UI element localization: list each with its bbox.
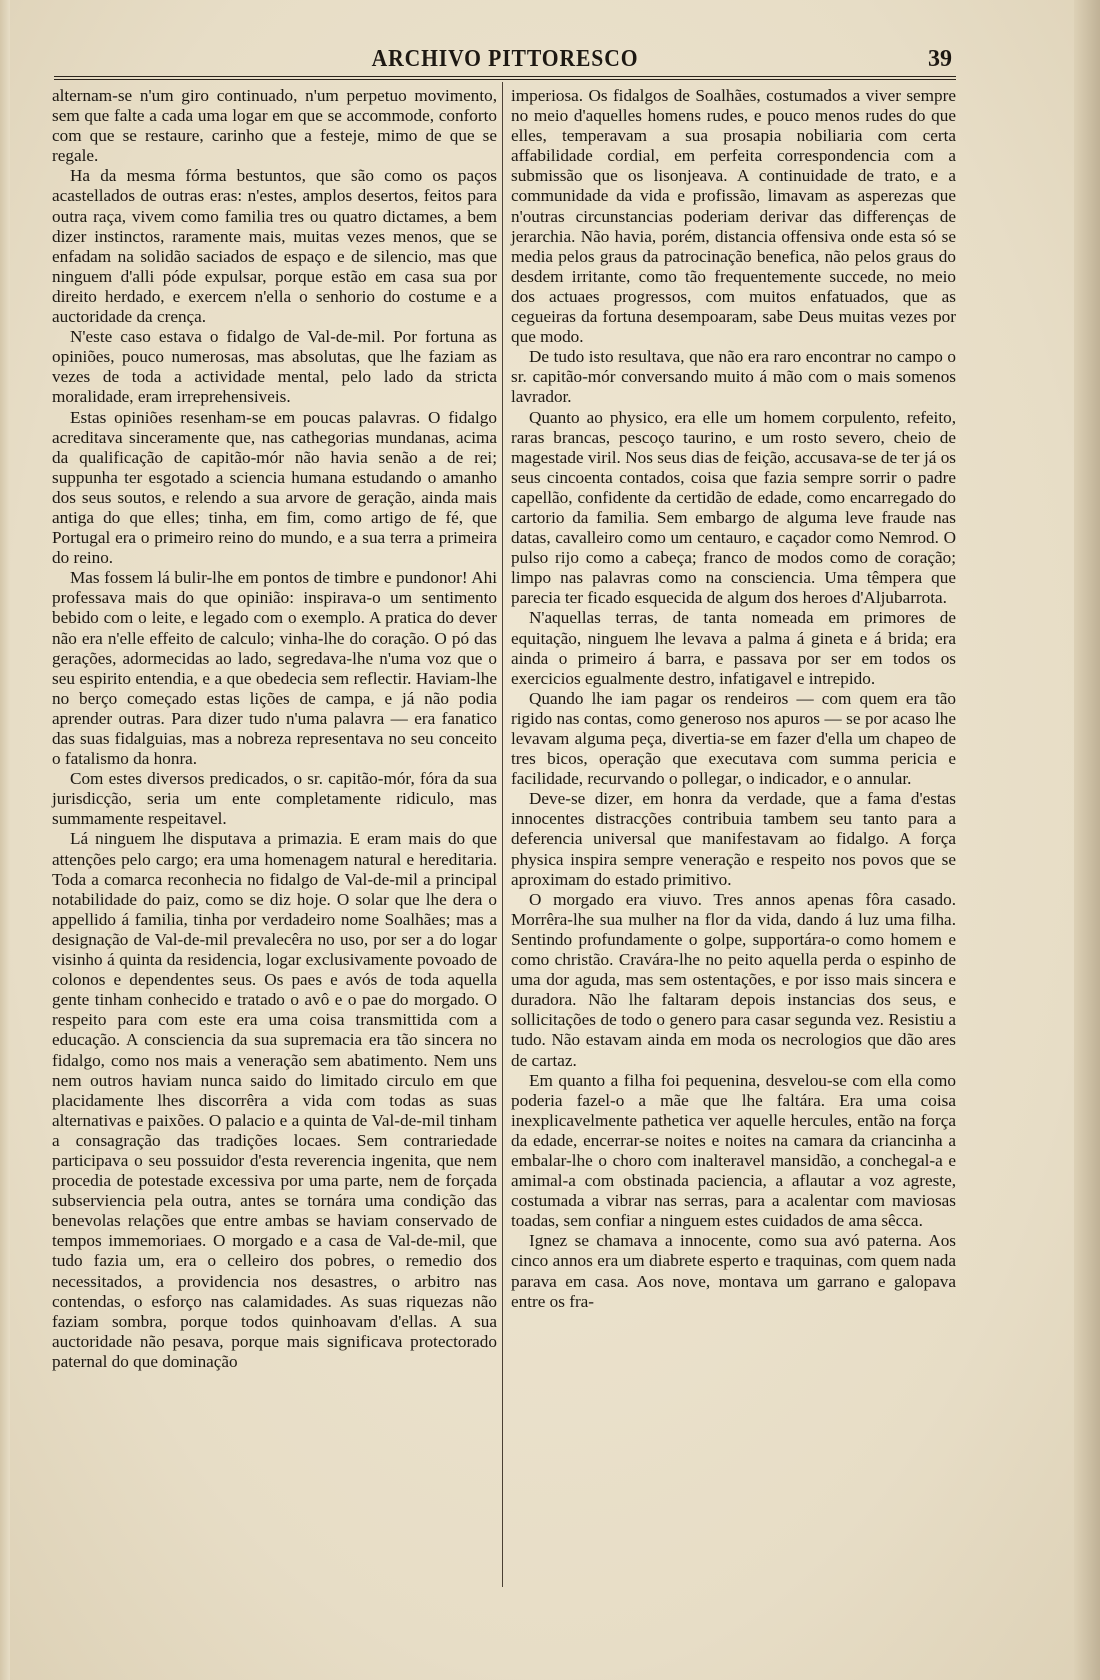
- paragraph: N'este caso estava o fidalgo de Val-de-mil. Por fortuna as opiniões, pouco numerosas, mas absolutas, que lhe faziam as vezes de toda a actividade mental, pelo lado da stricta moralidade, eram irreprehensiveis.: [52, 327, 497, 407]
- paragraph: Lá ninguem lhe disputava a primazia. E eram mais do que attenções pelo cargo; era uma homenagem natural e hereditaria. Toda a comarca reconhecia no fidalgo de Val-de-mil a principal notabilidade do paiz, como se diz hoje. O solar que lhe dera o appellido á familia, tinha por verdadeiro nome Soalhães; mas a designação de Val-de-mil prevalecêra no uso, por ser a do logar visinho á quinta da residencia, logar exclusivamente povoado de colonos e dependentes seus. Os paes e avós de toda aquella gente tinham conhecido e tratado o avô e o pae do morgado. O respeito para com este era uma coisa transmittida com a educação. A consciencia da sua supremacia era tão sincera no fidalgo, como nos mais a veneração sem abatimento. Nem uns nem outros haviam nunca saido do limitado circulo em que placidamente lhes discorrêra a vida com todas as suas alternativas e paixões. O palacio e a quinta de Val-de-mil tinham a consagração das tradições locaes. Sem contrariedade participava o seu possuidor d'esta reverencia ingenita, que nem procedia de potestade excessiva por uma parte, nem de forçada subserviencia pela outra, antes se tornára uma condição das benevolas relações que entre ambas se haviam conservado de tempos immemoriaes. O morgado e a casa de Val-de-mil, que tudo fazia um, era o celleiro dos pobres, o remedio dos necessitados, a providencia nos desastres, o arbitro nas contendas, o esforço nas calamidades. As suas riquezas não faziam sombra, porque todos quinhoavam d'ellas. A sua auctoridade não pesava, porque mais significava protectorado paternal do que dominação: [52, 829, 497, 1371]
- paragraph: De tudo isto resultava, que não era raro encontrar no campo o sr. capitão-mór conversando muito á mão com o mais somenos lavrador.: [511, 347, 956, 407]
- paragraph: imperiosa. Os fidalgos de Soalhães, costumados a viver sempre no meio d'aquelles homens rudes, e pouco menos rudes do que elles, temperavam a sua prosapia nobiliaria com certa affabilidade cordial, em perfeita correspondencia com a submissão que os lisonjeava. A continuidade de trato, e a communidade da vida e profissão, limavam as asperezas que n'outras circunstancias poderiam derivar das differenças de jerarchia. Não havia, porém, distancia offensiva onde esta só se media pelos graus da patrocinação benefica, não pelos graus do desdem irritante, como tão frequentemente succede, no meio dos actuaes progressos, com muitos enfatuados, que as cegueiras da fortuna desempoaram, sabe Deus muitas vezes por que modo.: [511, 86, 956, 347]
- page-left-edge: [0, 0, 10, 1680]
- page-header: [54, 44, 956, 78]
- paragraph: Deve-se dizer, em honra da verdade, que a fama d'estas innocentes distracções contribuia tambem seu tanto para a deferencia universal que manifestavam ao fidalgo. A força physica inspira sempre veneração e respeito nos povos que se aproximam do estado primitivo.: [511, 789, 956, 889]
- running-title: ARCHIVO PITTORESCO: [371, 46, 639, 72]
- paragraph: Estas opiniões resenham-se em poucas palavras. O fidalgo acreditava sinceramente que, nas cathegorias mundanas, acima da qualificação de capitão-mór não havia senão a de rei; suppunha ter esgotado a sciencia humana estudando o amanho dos seus soutos, e relendo a sua arvore de geração, ainda mais antiga do que elles; tinha, em fim, como artigo de fé, que Portugal era o primeiro reino do mundo, e a sua terra a primeira do reino.: [52, 407, 497, 568]
- paragraph: N'aquellas terras, de tanta nomeada em primores de equitação, ninguem lhe levava a palma á gineta e á brida; era ainda o primeiro á barra, e passava por ser em todos os exercicios egualmente destro, infatigavel e intrepido.: [511, 608, 956, 688]
- paragraph: Mas fossem lá bulir-lhe em pontos de timbre e pundonor! Ahi professava mais do que opinião: inspirava-o um sentimento bebido com o leite, e legado com o exemplo. A pratica do dever não era n'elle effeito de calculo; vinha-lhe do coração. O pó das gerações, adormecidas ao lado, segredava-lhe n'uma voz que o seu espirito entendia, e a que obedecia sem reflectir. Haviam-lhe no berço começado estas lições de campa, e já não podia aprender outras. Para dizer tudo n'uma palavra — era fanatico das suas fidalguias, mas a nobreza representava no seu conceito o fatalismo da honra.: [52, 568, 497, 769]
- left-column: [52, 86, 497, 1372]
- paragraph: Ignez se chamava a innocente, como sua avó paterna. Aos cinco annos era um diabrete esperto e traquinas, com quem nada parava em casa. Aos nove, montava um garrano e galopava entre os fra-: [511, 1231, 956, 1311]
- paragraph: O morgado era viuvo. Tres annos apenas fôra casado. Morrêra-lhe sua mulher na flor da vida, dando á luz uma filha. Sentindo profundamente o golpe, supportára-o como homem e como christão. Cravára-lhe no peito aquella perda o espinho de uma dor aguda, mas sem ostentações, e por isso mais sincera e duradora. Não lhe faltaram depois instancias dos seus, e sollicitações de todo o genero para casar segunda vez. Resistiu a tudo. Não estavam ainda em moda os necrologios que dão ares de cartaz.: [511, 889, 956, 1070]
- paragraph: alternam-se n'um giro continuado, n'um perpetuo movimento, sem que falte a cada uma logar em que se accommode, conforto com que se restaure, carinho que a festeje, mimo de que se regale.: [52, 86, 497, 166]
- header-rule: [54, 76, 956, 80]
- paragraph: Em quanto a filha foi pequenina, desvelou-se com ella como poderia fazel-o a mãe que lhe faltára. Era uma coisa inexplicavelmente pathetica ver aquelle hercules, então na força da edade, encerrar-se noites e noites na camara da criancinha a embalar-lhe o choro com inalteravel mansidão, a conchegal-a e amimal-a com obstinada paciencia, a aflautar a voz agreste, costumada a vibrar nas serras, para a acalentar com maviosas toadas, sem confiar a ninguem estes cuidados de ama sêcca.: [511, 1070, 956, 1231]
- page-number: 39: [928, 46, 952, 72]
- right-column: [511, 86, 956, 1312]
- paragraph: Ha da mesma fórma bestuntos, que são como os paços acastellados de outras eras: n'estes, amplos desertos, feitos para outra raça, vivem como familia tres ou quatro dictames, a bem dizer instinctos, raramente mais, muitas vezes menos, que se enfadam na solidão saciados de espaço e de silencio, mas que ninguem d'alli póde expulsar, porque estão em casa sua por direito herdado, e exercem n'ella o senhorio do costume e a auctoridade da crença.: [52, 166, 497, 327]
- column-divider: [502, 82, 503, 1587]
- page-right-edge: [1074, 0, 1100, 1680]
- paragraph: Quando lhe iam pagar os rendeiros — com quem era tão rigido nas contas, como generoso nos apuros — se por acaso lhe levavam alguma peça, divertia-se em fazer d'ella um chapeo de tres bicos, operação que executava com summa pericia e facilidade, recurvando o pollegar, o indicador, e o annular.: [511, 688, 956, 789]
- paragraph: Com estes diversos predicados, o sr. capitão-mór, fóra da sua jurisdicção, seria um ente completamente ridiculo, mas summamente respeitavel.: [52, 769, 497, 829]
- paragraph: Quanto ao physico, era elle um homem corpulento, refeito, raras brancas, pescoço taurino, e um rosto severo, cheio de magestade viril. Nos seus dias de feição, accusava-se de ter já os seus cincoenta contados, coisa que fazia sempre sorrir o padre capellão, confidente da certidão de edade, como encarregado do cartorio da familia. Sem embargo de alguma leve fraude nas datas, cavalleiro como um centauro, e caçador como Nemrod. O pulso rijo como a cabeça; franco de modos como de coração; limpo nas palavras como na consciencia. Uma têmpera que parecia ter ficado esquecida de algum dos heroes d'Aljubarrota.: [511, 407, 956, 608]
